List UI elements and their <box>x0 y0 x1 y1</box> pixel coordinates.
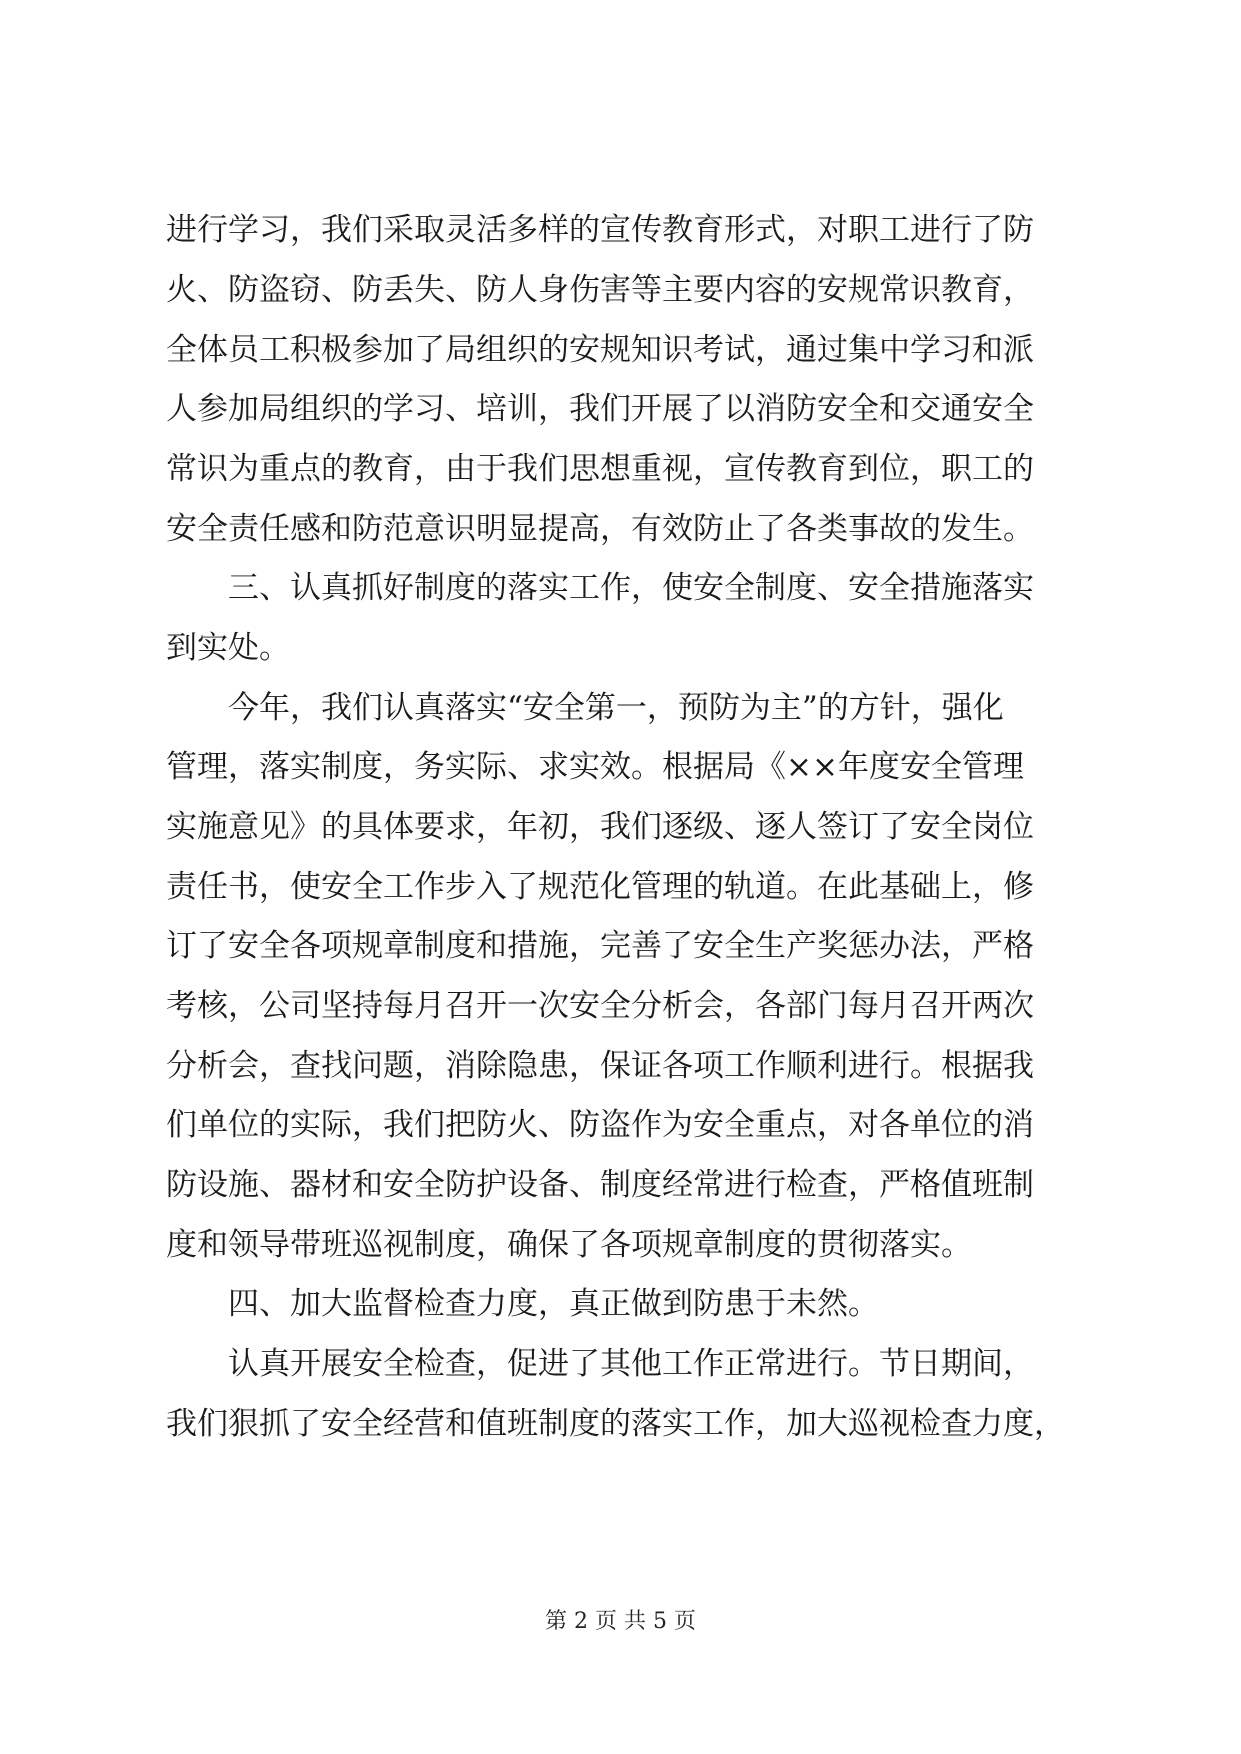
body-text-line: 管理，落实制度，务实际、求实效。根据局《××年度安全管理 <box>166 749 1024 785</box>
body-text-line: 考核，公司坚持每月召开一次安全分析会，各部门每月召开两次 <box>166 988 1034 1024</box>
section-heading: 四、加大监督检查力度，真正做到防患于未然。 <box>228 1286 879 1322</box>
body-text-line: 常识为重点的教育，由于我们思想重视，宣传教育到位，职工的 <box>166 451 1034 487</box>
body-text-line: 人参加局组织的学习、培训，我们开展了以消防安全和交通安全 <box>166 391 1034 427</box>
body-text-line: 安全责任感和防范意识明显提高，有效防止了各类事故的发生。 <box>166 511 1034 547</box>
body-text-line: 分析会，查找问题，消除隐患，保证各项工作顺利进行。根据我 <box>166 1048 1034 1084</box>
body-text-line: 火、防盗窃、防丢失、防人身伤害等主要内容的安规常识教育， <box>166 272 1034 308</box>
body-text-line: 度和领导带班巡视制度，确保了各项规章制度的贯彻落实。 <box>166 1227 972 1263</box>
body-text-line: 进行学习，我们采取灵活多样的宣传教育形式，对职工进行了防 <box>166 212 1034 248</box>
page-number-footer: 第 2 页 共 5 页 <box>545 1609 696 1634</box>
body-text-line: 到实处。 <box>166 630 290 666</box>
section-heading: 三、认真抓好制度的落实工作，使安全制度、安全措施落实 <box>228 570 1034 606</box>
body-text-line: 们单位的实际，我们把防火、防盗作为安全重点，对各单位的消 <box>166 1107 1034 1143</box>
body-text-line: 订了安全各项规章制度和措施，完善了安全生产奖惩办法，严格 <box>166 928 1034 964</box>
body-text-line: 全体员工积极参加了局组织的安规知识考试，通过集中学习和派 <box>166 332 1034 368</box>
body-text-line: 今年，我们认真落实“安全第一，预防为主”的方针，强化 <box>228 690 1004 726</box>
body-text-line: 我们狠抓了安全经营和值班制度的落实工作，加大巡视检查力度， <box>166 1406 1065 1442</box>
body-text-line: 认真开展安全检查，促进了其他工作正常进行。节日期间， <box>228 1346 1034 1382</box>
body-text-line: 防设施、器材和安全防护设备、制度经常进行检查，严格值班制 <box>166 1167 1034 1203</box>
body-text-line: 责任书，使安全工作步入了规范化管理的轨道。在此基础上，修 <box>166 869 1034 905</box>
body-text-line: 实施意见》的具体要求，年初，我们逐级、逐人签订了安全岗位 <box>166 809 1034 845</box>
